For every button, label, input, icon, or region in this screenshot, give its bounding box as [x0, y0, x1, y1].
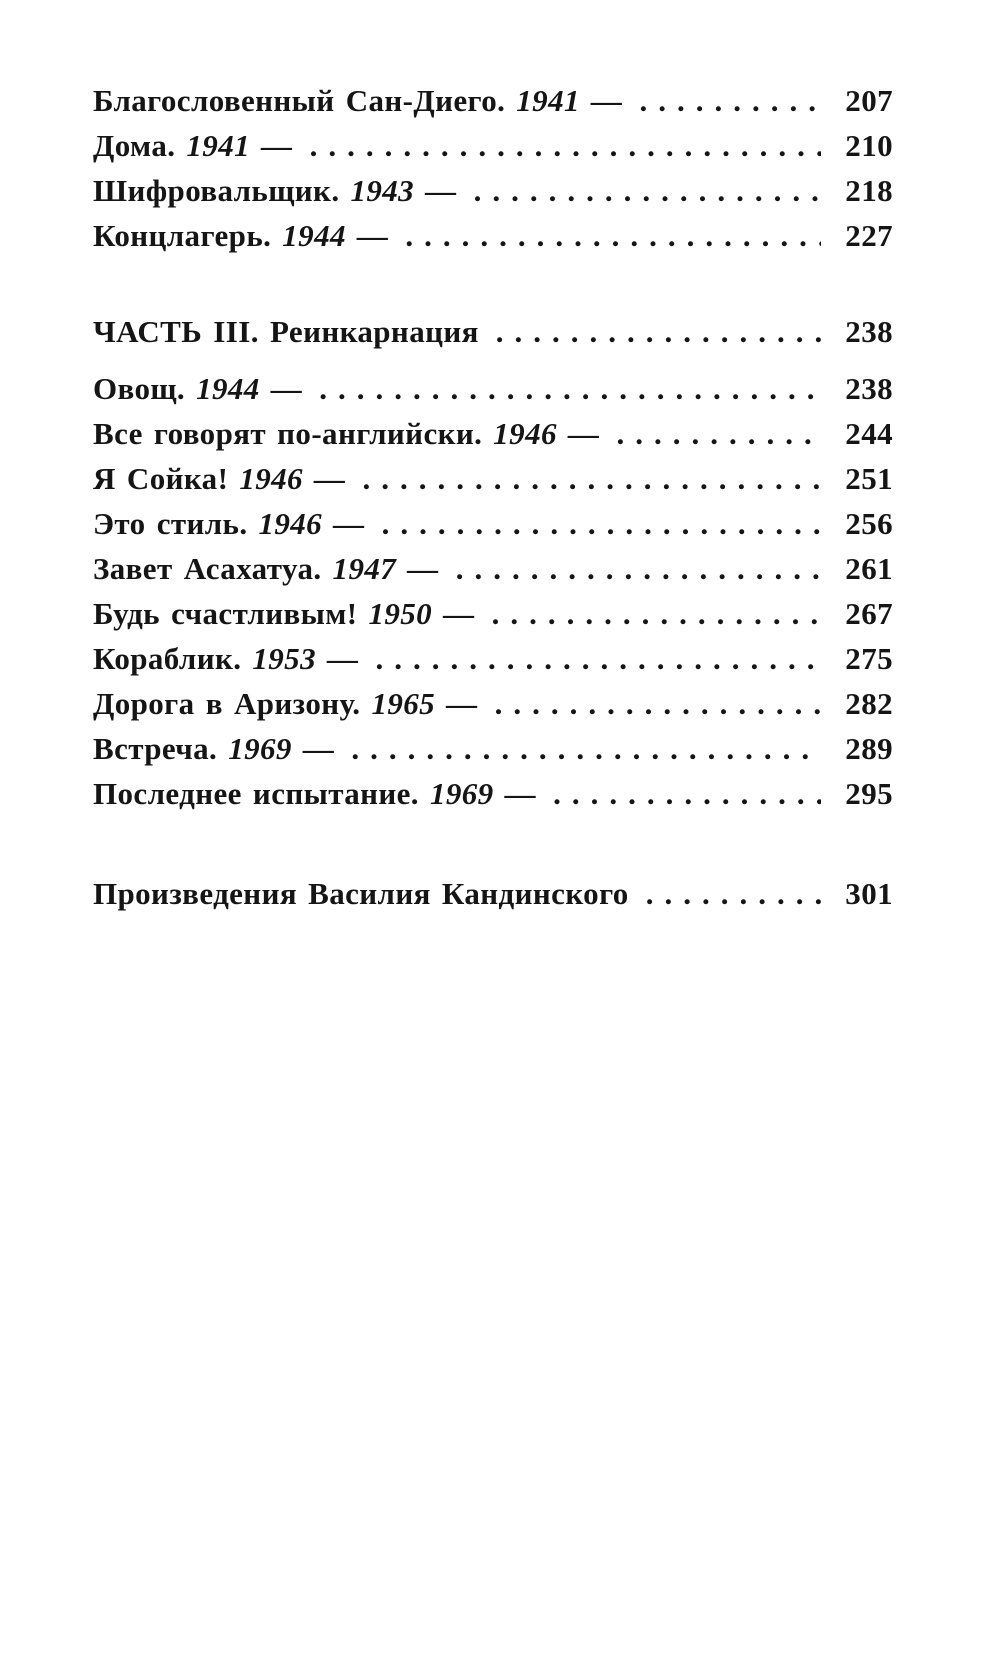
toc-entry-page: 267 — [845, 596, 893, 631]
dot-leader — [646, 871, 821, 916]
toc-list — [93, 78, 893, 916]
toc-entry-page: 238 — [845, 371, 893, 406]
toc-section-works — [93, 871, 893, 916]
toc-entry-row — [93, 501, 893, 546]
toc-entry-year: 1946 — — [258, 506, 365, 541]
toc-entry-title: Встреча. — [93, 731, 218, 766]
toc-entry-year: 1953 — — [252, 641, 359, 676]
dot-leader — [496, 309, 821, 354]
toc-entry-title: Овощ. — [93, 371, 186, 406]
toc-entry-page: 295 — [845, 776, 893, 811]
toc-entry-title: Кораблик. — [93, 641, 242, 676]
toc-entry-row — [93, 366, 893, 411]
toc-section-heading-title: ЧАСТЬ III. Реинкарнация — [93, 314, 479, 349]
toc-section-part3 — [93, 309, 893, 816]
toc-entry-page: 210 — [845, 128, 893, 163]
dot-leader — [456, 546, 821, 591]
toc-entry-title: Дорога в Аризону. — [93, 686, 361, 721]
toc-entry-row — [93, 726, 893, 771]
toc-entry-page: 256 — [845, 506, 893, 541]
dot-leader — [474, 168, 821, 213]
toc-entry-page: 207 — [845, 83, 893, 118]
toc-entry-year: 1941 — — [186, 128, 293, 163]
toc-entry-year: 1943 — — [350, 173, 457, 208]
dot-leader — [492, 591, 821, 636]
toc-entry-title: Шифровальщик. — [93, 173, 340, 208]
toc-entry-year: 1947 — — [332, 551, 439, 586]
toc-entry-year: 1950 — — [368, 596, 475, 631]
toc-entry-title: Я Сойка! — [93, 461, 229, 496]
toc-entry-page: 218 — [845, 173, 893, 208]
dot-leader — [310, 123, 821, 168]
toc-entry-page: 275 — [845, 641, 893, 676]
toc-entry-year: 1944 — — [282, 218, 389, 253]
toc-entry-row — [93, 591, 893, 636]
toc-entry-page: 251 — [845, 461, 893, 496]
dot-leader — [382, 501, 821, 546]
toc-section-heading-page: 238 — [845, 314, 893, 349]
toc-entry-title: Все говорят по-английски. — [93, 416, 483, 451]
toc-entry-page: 301 — [845, 876, 893, 911]
toc-entry-row — [93, 771, 893, 816]
toc-entry-title: Последнее испытание. — [93, 776, 419, 811]
toc-entry-title: Завет Асахатуа. — [93, 551, 322, 586]
dot-leader — [553, 771, 821, 816]
toc-entry-row — [93, 456, 893, 501]
dot-leader — [351, 726, 821, 771]
toc-entry-page: 282 — [845, 686, 893, 721]
toc-entry-year: 1941 — — [516, 83, 623, 118]
dot-leader — [362, 456, 821, 501]
toc-entry-page: 289 — [845, 731, 893, 766]
toc-entry-year: 1965 — — [371, 686, 478, 721]
dot-leader — [319, 366, 821, 411]
toc-section-part2-tail — [93, 78, 893, 258]
dot-leader — [376, 636, 821, 681]
toc-entry-row — [93, 636, 893, 681]
toc-entry-row — [93, 681, 893, 726]
toc-entry-title: Дома. — [93, 128, 176, 163]
dot-leader — [495, 681, 821, 726]
toc-entry-year: 1944 — — [196, 371, 303, 406]
toc-entry-title: Это стиль. — [93, 506, 248, 541]
toc-entry-year: 1946 — — [239, 461, 346, 496]
toc-entry-page: 244 — [845, 416, 893, 451]
toc-entry-title: Благословенный Сан-Диего. — [93, 83, 506, 118]
dot-leader — [639, 78, 821, 123]
dot-leader — [405, 213, 821, 258]
toc-entry-row — [93, 123, 893, 168]
toc-entry-year: 1946 — — [493, 416, 600, 451]
toc-entry-row — [93, 411, 893, 456]
toc-entry-page: 227 — [845, 218, 893, 253]
toc-entry-year: 1969 — — [228, 731, 335, 766]
toc-entry-page: 261 — [845, 551, 893, 586]
toc-entry-title: Произведения Василия Кандинского — [93, 876, 629, 911]
toc-entry-row — [93, 78, 893, 123]
toc-entry-row — [93, 168, 893, 213]
dot-leader — [616, 411, 821, 456]
toc-entry-row — [93, 871, 893, 916]
toc-entry-title: Концлагерь. — [93, 218, 272, 253]
toc-entry-row — [93, 213, 893, 258]
toc-entry-year: 1969 — — [429, 776, 537, 811]
toc-entry-title: Будь счастливым! — [93, 596, 358, 631]
toc-entry-row — [93, 546, 893, 591]
toc-section-heading-row — [93, 309, 893, 354]
